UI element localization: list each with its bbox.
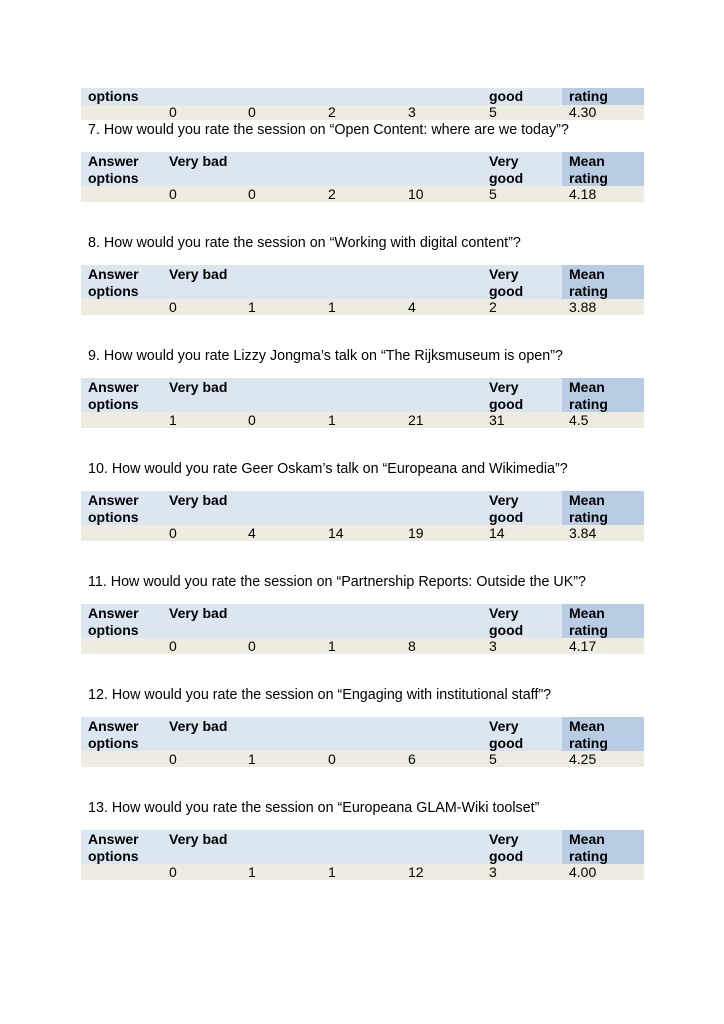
rating-table: [81, 265, 644, 315]
value-cell: 2: [489, 299, 497, 315]
value-cell: 2: [328, 186, 336, 202]
mean-rating-label: rating: [569, 88, 608, 104]
value-cell: 1: [169, 412, 177, 428]
very-good-header: [489, 379, 523, 412]
header-line: options: [88, 169, 139, 186]
value-cell: 31: [489, 412, 505, 428]
rating-table-header: [81, 830, 644, 864]
header-line: good: [489, 169, 524, 186]
header-line: options: [88, 508, 139, 525]
very-good-header: [489, 831, 523, 864]
header-line: options: [88, 847, 139, 864]
question-text: 11. How would you rate the session on “Partnership Reports: Outside the UK”?: [88, 574, 586, 590]
answer-options-header: [88, 831, 139, 864]
mean-rating-header: [569, 492, 608, 525]
answer-options-header: [88, 266, 139, 299]
value-cell: 0: [169, 638, 177, 654]
header-line: Mean: [569, 492, 605, 508]
header-line: Very: [489, 605, 519, 621]
value-cell: 8: [408, 638, 416, 654]
value-cell: 0: [248, 104, 256, 120]
value-cell: 0: [169, 299, 177, 315]
value-cell: 1: [248, 751, 256, 767]
header-line: Mean: [569, 153, 605, 169]
mean-rating-header: [569, 153, 608, 186]
value-cell: 3: [489, 638, 497, 654]
very-good-label: good: [489, 88, 524, 104]
header-line: good: [489, 734, 524, 751]
header-line: Very: [489, 379, 519, 395]
header-line: Answer: [88, 266, 139, 282]
rating-table-header: [81, 152, 644, 186]
header-line: Mean: [569, 379, 605, 395]
mean-value-cell: 4.5: [569, 412, 589, 428]
answer-options-label: options: [88, 88, 139, 104]
partial-table-values-row: [81, 105, 644, 120]
mean-rating-header: [569, 605, 608, 638]
mean-value-cell: 4.18: [569, 186, 597, 202]
value-cell: 19: [408, 525, 424, 541]
header-line: options: [88, 734, 139, 751]
question-text: 10. How would you rate Geer Oskam’s talk on “Europeana and Wikimedia”?: [88, 461, 568, 477]
rating-values-row: [81, 638, 644, 654]
rating-values-row: [81, 412, 644, 428]
rating-table: [81, 378, 644, 428]
rating-table-header: [81, 265, 644, 299]
value-cell: 1: [328, 638, 336, 654]
header-line: Answer: [88, 492, 139, 508]
header-line: rating: [569, 508, 608, 525]
header-line: options: [88, 621, 139, 638]
mean-value-cell: 3.84: [569, 525, 597, 541]
rating-values-row: [81, 299, 644, 315]
very-bad-header: Very bad: [169, 605, 228, 621]
value-cell: 1: [328, 299, 336, 315]
header-line: good: [489, 508, 524, 525]
value-cell: 6: [408, 751, 416, 767]
rating-table-header: [81, 717, 644, 751]
very-bad-header: Very bad: [169, 379, 228, 395]
value-cell: 1: [248, 864, 256, 880]
answer-options-header: [88, 153, 139, 186]
mean-value-cell: 4.00: [569, 864, 597, 880]
header-line: options: [88, 282, 139, 299]
very-bad-header: Very bad: [169, 718, 228, 734]
answer-options-header: [88, 492, 139, 525]
value-cell: 10: [408, 186, 424, 202]
mean-value-cell: 3.88: [569, 299, 597, 315]
partial-rating-table: [81, 88, 644, 120]
rating-table-header: [81, 378, 644, 412]
answer-options-header: [88, 379, 139, 412]
header-line: Very: [489, 266, 519, 282]
value-cell: 12: [408, 864, 424, 880]
rating-table: [81, 604, 644, 654]
mean-rating-header: [569, 831, 608, 864]
value-cell: 5: [489, 751, 497, 767]
value-cell: 2: [328, 104, 336, 120]
rating-values-row: [81, 864, 644, 880]
very-good-header: [489, 266, 523, 299]
rating-table-header: [81, 604, 644, 638]
value-cell: 0: [169, 104, 177, 120]
header-line: rating: [569, 847, 608, 864]
header-line: Mean: [569, 266, 605, 282]
question-text: 13. How would you rate the session on “Europeana GLAM-Wiki toolset”: [88, 800, 540, 816]
value-cell: 4: [248, 525, 256, 541]
value-cell: 21: [408, 412, 424, 428]
rating-values-row: [81, 186, 644, 202]
header-line: good: [489, 847, 524, 864]
header-line: Answer: [88, 379, 139, 395]
header-line: good: [489, 282, 524, 299]
answer-options-header: [88, 718, 139, 751]
value-cell: 1: [328, 412, 336, 428]
value-cell: 1: [328, 864, 336, 880]
value-cell: 3: [489, 864, 497, 880]
very-good-header: [489, 718, 523, 751]
rating-values-row: [81, 751, 644, 767]
rating-values-row: [81, 525, 644, 541]
question-text: 8. How would you rate the session on “Working with digital content”?: [88, 235, 521, 251]
header-line: options: [88, 395, 139, 412]
header-line: Very: [489, 153, 519, 169]
header-line: Mean: [569, 831, 605, 847]
mean-rating-header: [569, 266, 608, 299]
header-line: Very: [489, 492, 519, 508]
header-line: good: [489, 395, 524, 412]
value-cell: 0: [169, 751, 177, 767]
header-line: rating: [569, 621, 608, 638]
value-cell: 0: [169, 186, 177, 202]
rating-table: [81, 830, 644, 880]
value-cell: 14: [489, 525, 505, 541]
header-line: Very: [489, 831, 519, 847]
header-line: rating: [569, 395, 608, 412]
value-cell: 4: [408, 299, 416, 315]
header-line: Mean: [569, 605, 605, 621]
very-good-header: [489, 492, 523, 525]
value-cell: 14: [328, 525, 344, 541]
value-cell: 0: [248, 412, 256, 428]
very-bad-header: Very bad: [169, 831, 228, 847]
very-good-header: [489, 153, 523, 186]
rating-table: [81, 717, 644, 767]
question-text: 7. How would you rate the session on “Open Content: where are we today”?: [88, 122, 569, 138]
mean-value-cell: 4.30: [569, 104, 597, 120]
very-bad-header: Very bad: [169, 492, 228, 508]
partial-table-header: [81, 88, 644, 105]
header-line: Answer: [88, 153, 139, 169]
value-cell: 3: [408, 104, 416, 120]
value-cell: 0: [169, 864, 177, 880]
header-line: rating: [569, 734, 608, 751]
rating-table: [81, 152, 644, 202]
value-cell: 0: [169, 525, 177, 541]
mean-rating-header: [569, 379, 608, 412]
very-bad-header: Very bad: [169, 153, 228, 169]
header-line: Very: [489, 718, 519, 734]
header-line: Answer: [88, 605, 139, 621]
very-bad-header: Very bad: [169, 266, 228, 282]
very-good-header: [489, 605, 523, 638]
mean-value-cell: 4.17: [569, 638, 597, 654]
mean-rating-header: [569, 718, 608, 751]
question-text: 12. How would you rate the session on “Engaging with institutional staff”?: [88, 687, 552, 703]
header-line: rating: [569, 282, 608, 299]
question-text: 9. How would you rate Lizzy Jongma’s talk on “The Rijksmuseum is open”?: [88, 348, 563, 364]
header-line: good: [489, 621, 524, 638]
value-cell: 0: [248, 638, 256, 654]
value-cell: 1: [248, 299, 256, 315]
mean-value-cell: 4.25: [569, 751, 597, 767]
answer-options-header: [88, 605, 139, 638]
header-line: Mean: [569, 718, 605, 734]
value-cell: 5: [489, 186, 497, 202]
value-cell: 0: [328, 751, 336, 767]
header-line: Answer: [88, 718, 139, 734]
header-line: Answer: [88, 831, 139, 847]
value-cell: 0: [248, 186, 256, 202]
header-line: rating: [569, 169, 608, 186]
rating-table-header: [81, 491, 644, 525]
value-cell: 5: [489, 104, 497, 120]
rating-table: [81, 491, 644, 541]
